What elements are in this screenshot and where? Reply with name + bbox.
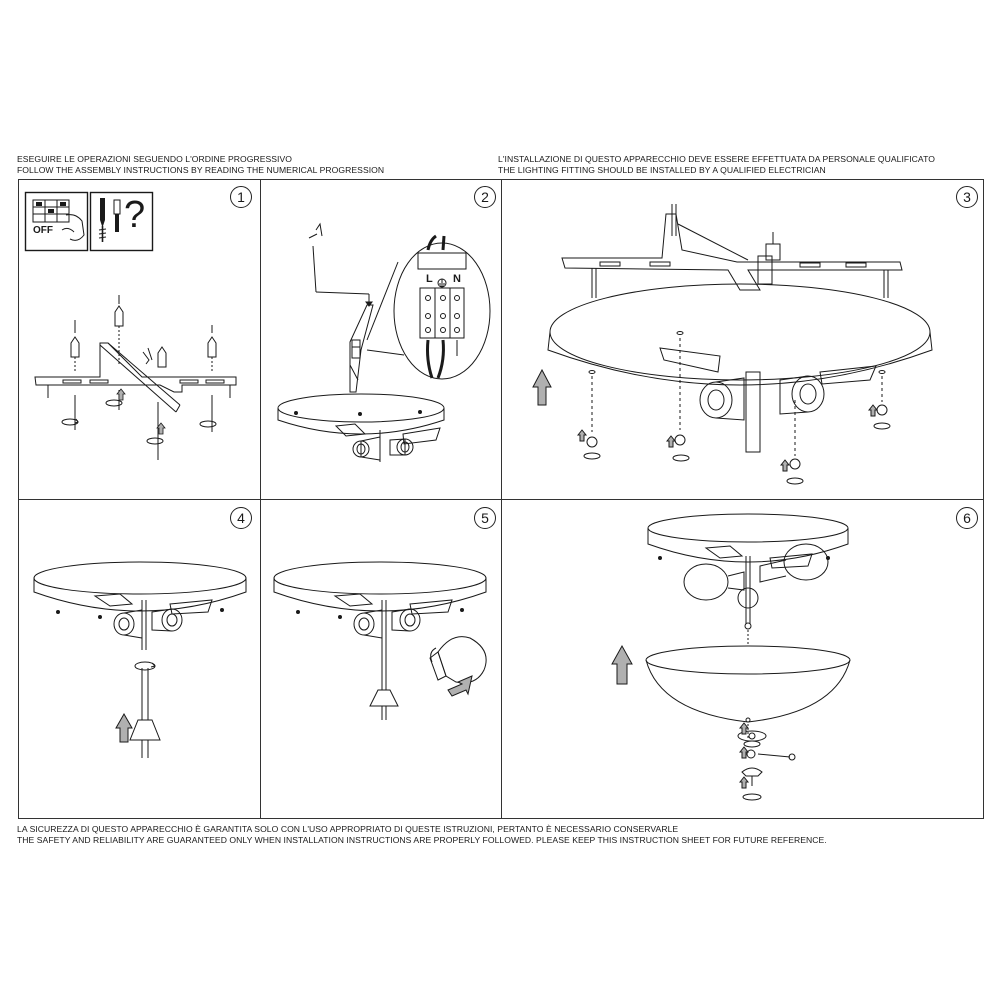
step-number-3: 3 [956, 186, 978, 208]
safety-notice-italian: LA SICUREZZA DI QUESTO APPARECCHIO È GARANTITA SOLO CON L'USO APPROPRIATO DI QUESTE ISTRUZIONI, PERTANTO È NECESSARIO CONSERVARLE [17, 824, 679, 834]
arrow-up-icon [612, 646, 748, 788]
installer-notice-english: THE LIGHTING FITTING SHOULD BE INSTALLED BY A QUALIFIED ELECTRICIAN [498, 165, 826, 175]
step-number-1: 1 [230, 186, 252, 208]
question-icon: ? [124, 194, 146, 236]
step-number-2: 2 [474, 186, 496, 208]
switch-off-label: OFF [33, 225, 53, 236]
step-number-5: 5 [474, 507, 496, 529]
step-number-6: 6 [956, 507, 978, 529]
terminal-live-label: L [426, 273, 433, 285]
safety-notice-english: THE SAFETY AND RELIABILITY ARE GUARANTEED ONLY WHEN INSTALLATION INSTRUCTIONS ARE PROPERLY FOLLOWED. PLEASE KEEP THIS INSTRUCTION SHEET FOR FUTURE REFERENCE. [17, 835, 827, 845]
step-number-4: 4 [230, 507, 252, 529]
terminal-neutral-label: N [453, 273, 461, 285]
installer-notice-italian: L'INSTALLAZIONE DI QUESTO APPARECCHIO DEVE ESSERE EFFETTUATA DA PERSONALE QUALIFICATO [498, 154, 935, 164]
instruction-order-italian: ESEGUIRE LE OPERAZIONI SEGUENDO L'ORDINE PROGRESSIVO [17, 154, 293, 164]
instruction-order-english: FOLLOW THE ASSEMBLY INSTRUCTIONS BY READING THE NUMERICAL PROGRESSION [17, 165, 385, 175]
